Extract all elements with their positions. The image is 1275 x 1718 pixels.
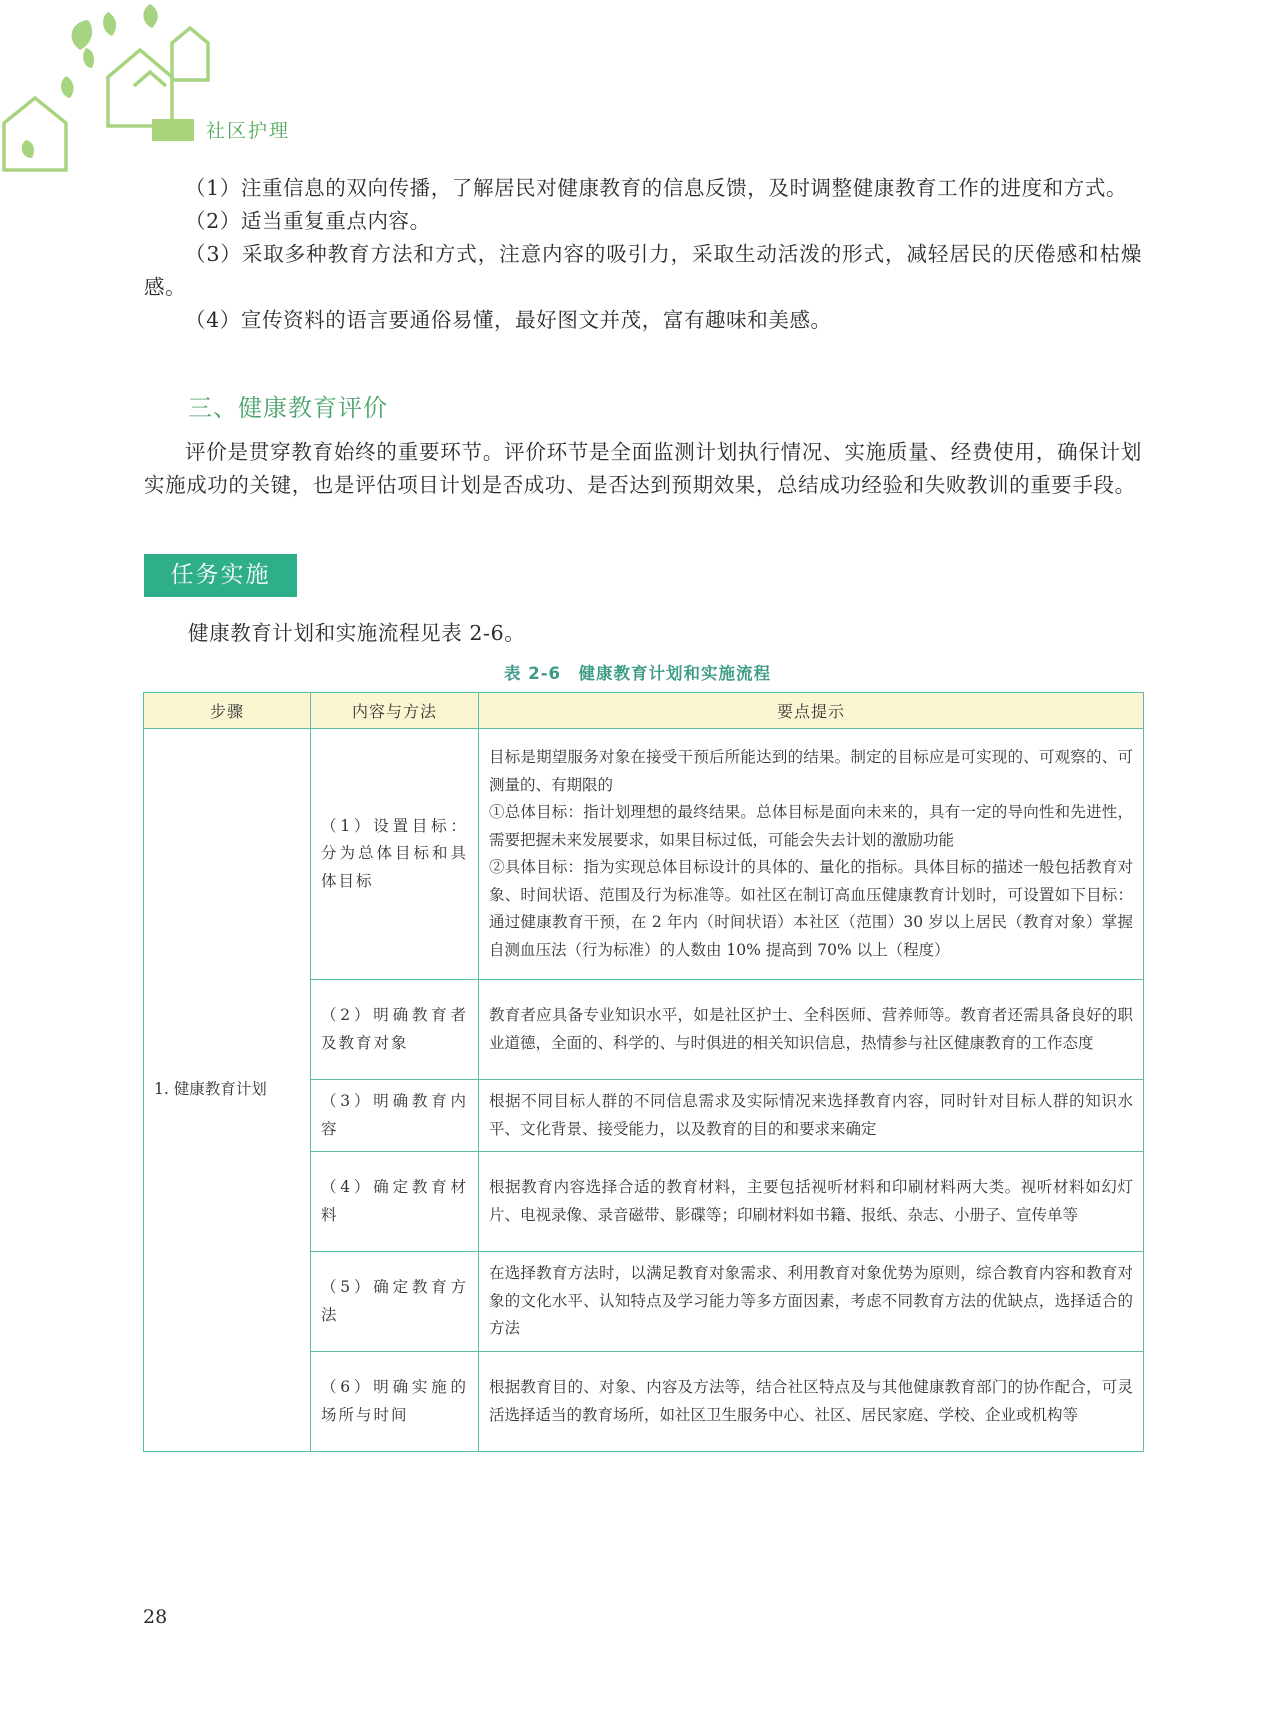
houses-leaves-decoration (0, 0, 220, 175)
tips-cell: 教育者应具备专业知识水平，如是社区护士、全科医师、营养师等。教育者还需具备良好的职业道德，全面的、科学的、与时俱进的相关知识信息，热情参与社区健康教育的工作态度 (479, 980, 1144, 1080)
paragraph: （3）采取多种教育方法和方式，注意内容的吸引力，采取生动活泼的形式，减轻居民的厌倦感和枯燥感。 (144, 242, 1142, 299)
numbered-paragraphs (144, 172, 1142, 337)
method-cell: （2）明确教育者及教育对象 (311, 980, 479, 1080)
process-table (143, 692, 1144, 1452)
table-intro-text: 健康教育计划和实施流程见表 2-6。 (188, 621, 526, 645)
tip-text: ①总体目标：指计划理想的最终结果。总体目标是面向未来的，具有一定的导向性和先进性，需要把握未来发展要求，如果目标过低，可能会失去计划的激励功能 (489, 803, 1133, 849)
table-row (144, 729, 1144, 980)
tips-cell: 在选择教育方法时，以满足教育对象需求、利用教育对象优势为原则，综合教育内容和教育对象的文化水平、认知特点及学习能力等多方面因素，考虑不同教育方法的优缺点，选择适合的方法 (479, 1252, 1144, 1352)
method-cell: （5）确定教育方法 (311, 1252, 479, 1352)
table-caption: 表 2-6 健康教育计划和实施流程 (503, 664, 772, 683)
column-header: 内容与方法 (311, 693, 479, 729)
column-header: 步骤 (144, 693, 311, 729)
tips-cell (479, 729, 1144, 980)
tips-cell: 根据不同目标人群的不同信息需求及实际情况来选择教育内容，同时针对目标人群的知识水平、文化背景、接受能力，以及教育的目的和要求来确定 (479, 1080, 1144, 1152)
tip-text: 目标是期望服务对象在接受干预后所能达到的结果。制定的目标应是可实现的、可观察的、可测量的、有期限的 (489, 748, 1133, 794)
section-heading: 三、健康教育评价 (188, 394, 388, 422)
step-cell: 1. 健康教育计划 (144, 729, 311, 1452)
column-header: 要点提示 (479, 693, 1144, 729)
running-header-title: 社区护理 (206, 120, 291, 142)
section-body (144, 436, 1142, 502)
method-cell: （4）确定教育材料 (311, 1152, 479, 1252)
method-cell: （6）明确实施的场所与时间 (311, 1352, 479, 1452)
method-cell: （3）明确教育内容 (311, 1080, 479, 1152)
paragraph: （4）宣传资料的语言要通俗易懂，最好图文并茂，富有趣味和美感。 (185, 308, 832, 332)
tips-cell: 根据教育目的、对象、内容及方法等，结合社区特点及与其他健康教育部门的协作配合，可灵活选择适当的教育场所，如社区卫生服务中心、社区、居民家庭、学校、企业或机构等 (479, 1352, 1144, 1452)
tips-cell: 根据教育内容选择合适的教育材料，主要包括视听材料和印刷材料两大类。视听材料如幻灯片、电视录像、录音磁带、影碟等；印刷材料如书籍、报纸、杂志、小册子、宣传单等 (479, 1152, 1144, 1252)
paragraph: 评价是贯穿教育始终的重要环节。评价环节是全面监测计划执行情况、实施质量、经费使用，确保计划实施成功的关键，也是评估项目计划是否成功、是否达到预期效果，总结成功经验和失败教训的重要手段。 (144, 440, 1142, 497)
method-cell: （1）设置目标：分为总体目标和具体目标 (311, 729, 479, 980)
task-banner: 任务实施 (144, 554, 297, 597)
paragraph: （1）注重信息的双向传播，了解居民对健康教育的信息反馈，及时调整健康教育工作的进度和方式。 (185, 176, 1128, 200)
table-header-row (144, 693, 1144, 729)
page-number: 28 (143, 1606, 168, 1628)
header-accent-bar (152, 119, 194, 141)
paragraph: （2）适当重复重点内容。 (185, 209, 431, 233)
tip-text: ②具体目标：指为实现总体目标设计的具体的、量化的指标。具体目标的描述一般包括教育对象、时间状语、范围及行为标准等。如社区在制订高血压健康教育计划时，可设置如下目标：通过健康教育干预，在 2 年内（时间状语）本社区（范围）30 岁以上居民（教育对象）掌握自测血压法（行为标准）的人数由 10% 提高到 70% 以上（程度） (489, 858, 1133, 959)
